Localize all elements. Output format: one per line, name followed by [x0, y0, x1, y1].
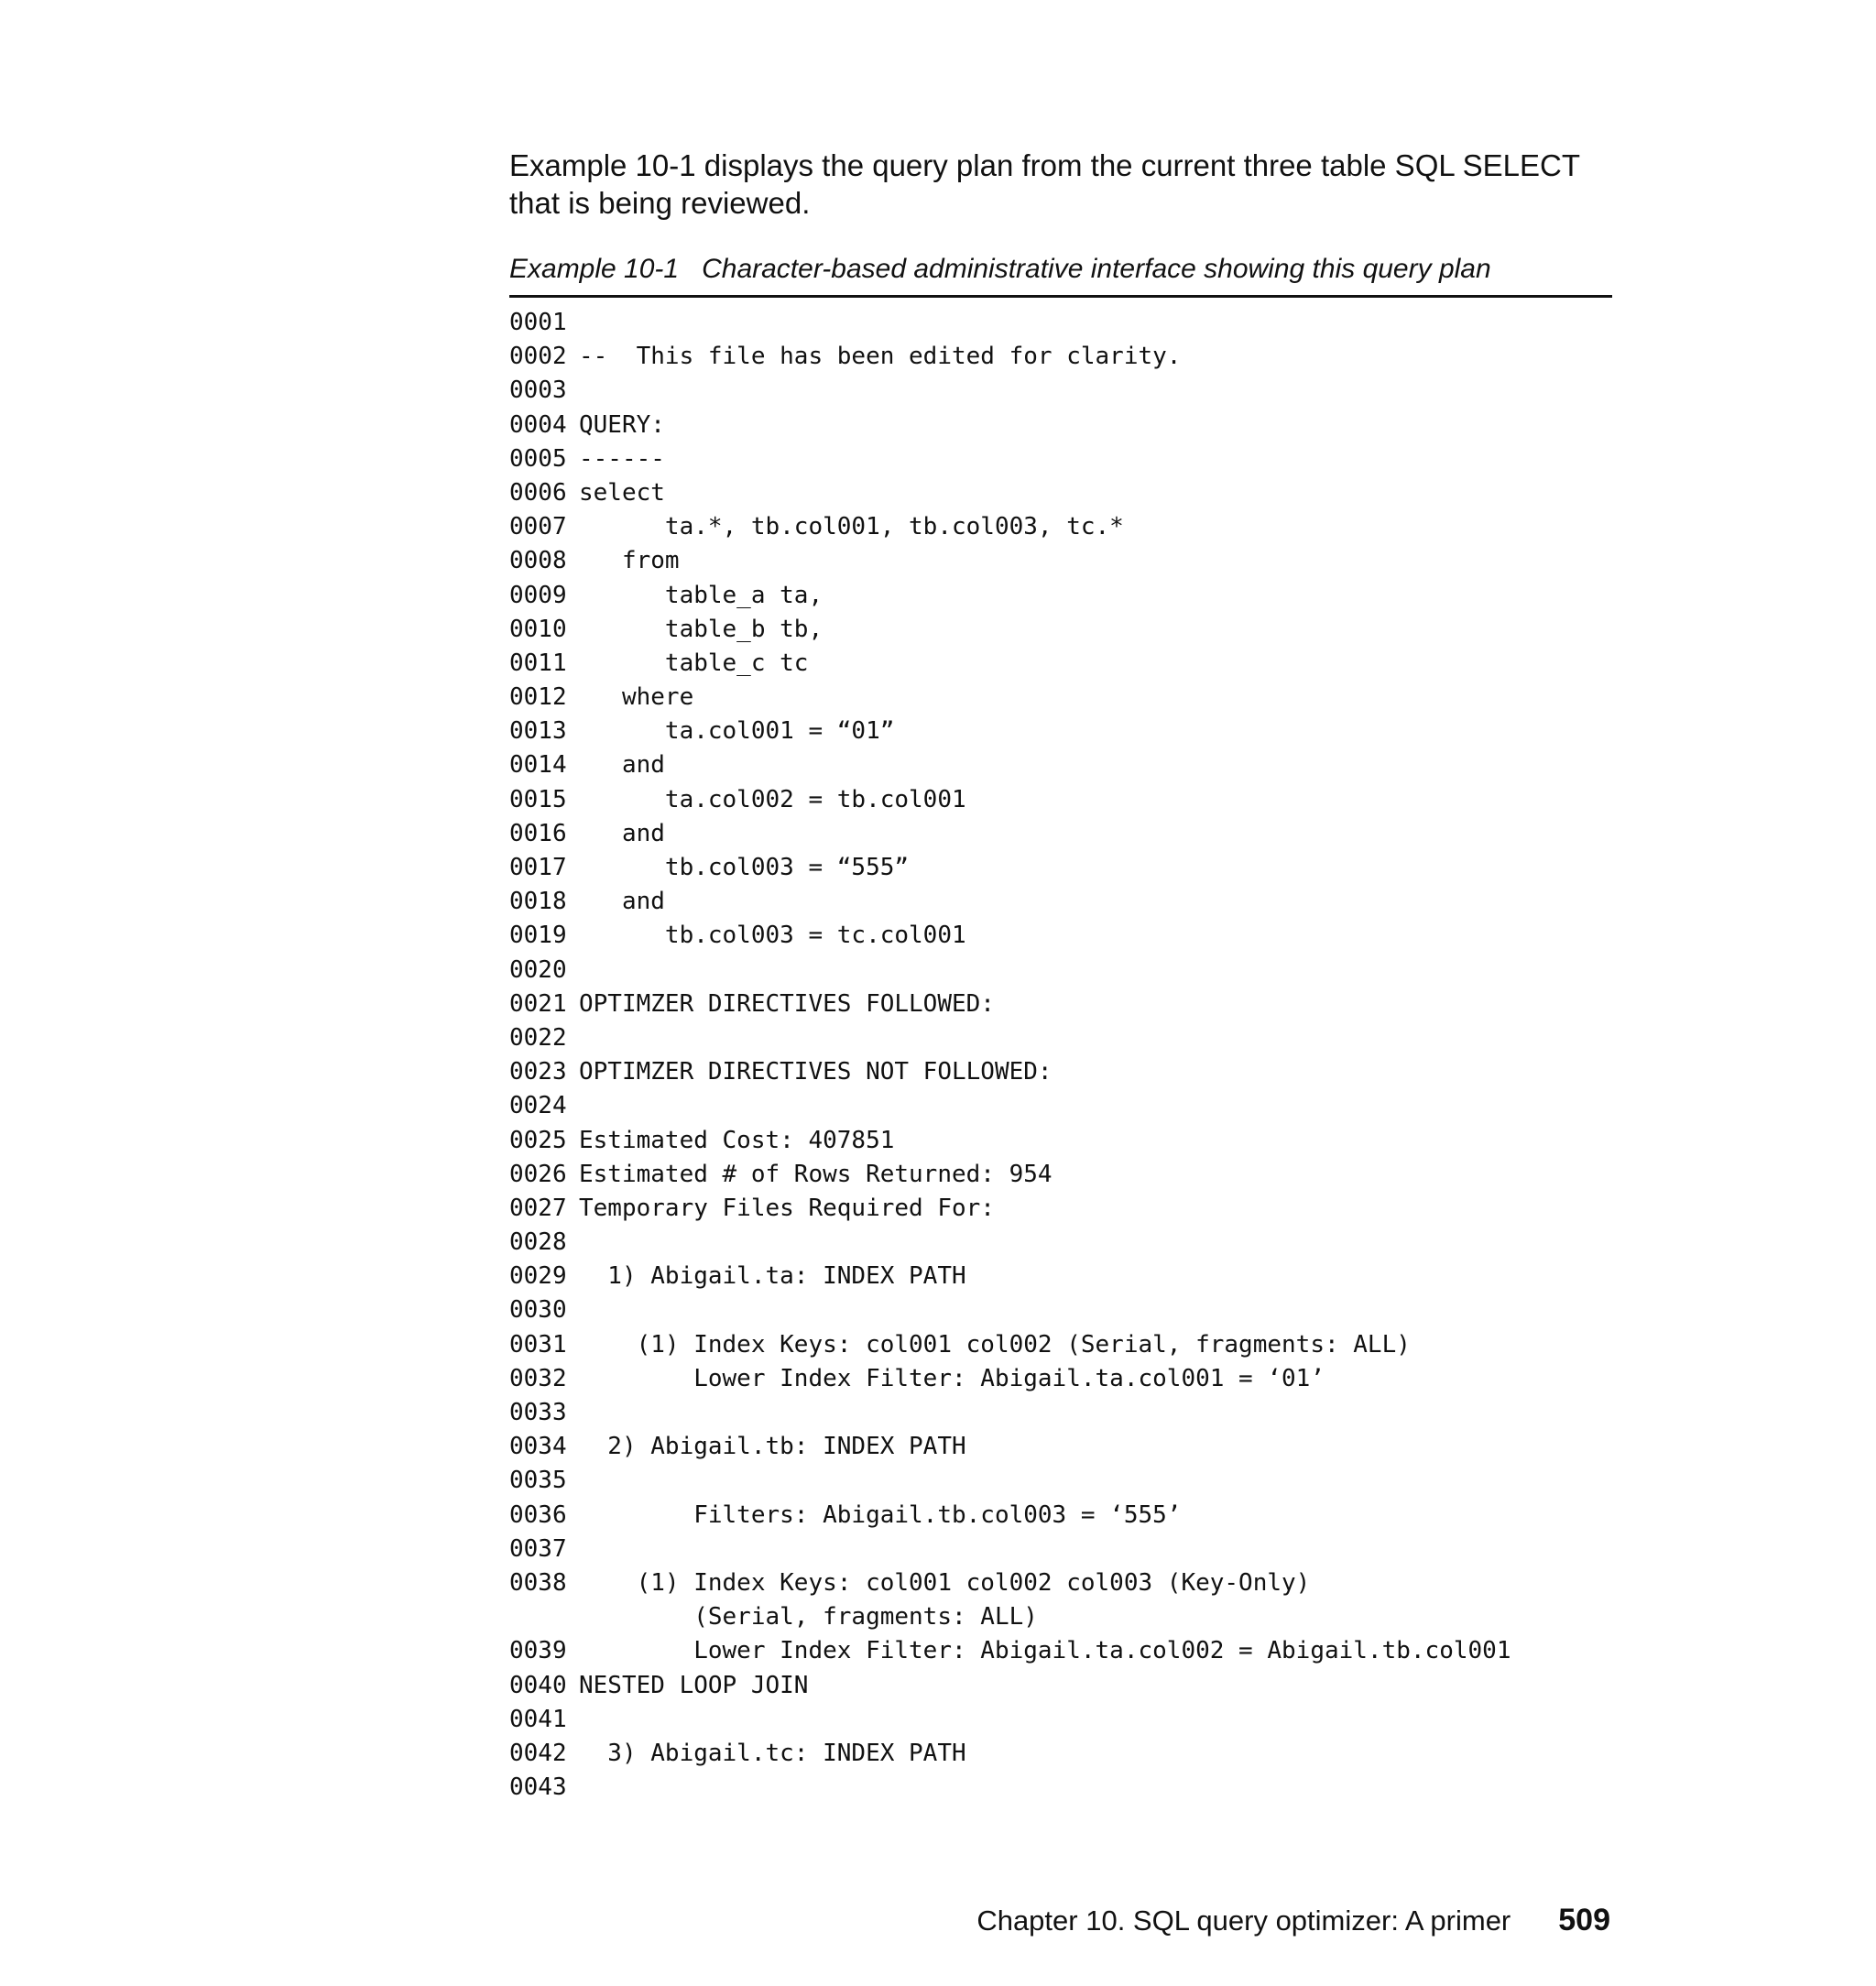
line-number: 0023 — [509, 1058, 567, 1086]
example-caption: Example 10-1 Character-based administrative interface showing this query plan — [509, 254, 1491, 284]
code-line — [509, 1021, 1511, 1055]
code-line — [509, 1533, 1511, 1566]
code-line — [509, 442, 1511, 476]
code-line — [509, 1600, 1511, 1634]
line-number: 0018 — [509, 888, 567, 916]
intro-paragraph: Example 10-1 displays the query plan from the current three table SQL SELECT that is being reviewed. — [509, 148, 1580, 220]
code-text: and — [579, 888, 665, 916]
line-number: 0010 — [509, 615, 567, 643]
code-text: Temporary Files Required For: — [579, 1194, 995, 1222]
line-number: 0001 — [509, 309, 567, 336]
code-line — [509, 1226, 1511, 1260]
code-text: Lower Index Filter: Abigail.ta.col002 = Abigail.tb.col001 — [579, 1637, 1511, 1665]
code-text: (Serial, fragments: ALL) — [579, 1603, 1038, 1631]
code-line — [509, 988, 1511, 1021]
code-text: 1) Abigail.ta: INDEX PATH — [579, 1262, 966, 1291]
code-line — [509, 1089, 1511, 1123]
line-number — [509, 1600, 579, 1634]
line-number: 0036 — [509, 1500, 567, 1529]
code-line — [509, 1430, 1511, 1464]
code-text: ta.col001 = “01” — [579, 717, 895, 746]
code-text: 3) Abigail.tc: INDEX PATH — [579, 1739, 966, 1767]
code-line — [509, 817, 1511, 851]
line-number: 0005 — [509, 444, 567, 473]
code-listing — [509, 306, 1511, 1805]
line-number: 0039 — [509, 1637, 567, 1665]
line-number: 0028 — [509, 1228, 567, 1257]
line-number: 0027 — [509, 1194, 567, 1222]
line-number: 0029 — [509, 1262, 567, 1291]
code-line — [509, 748, 1511, 782]
code-line — [509, 1737, 1511, 1771]
code-line — [509, 851, 1511, 885]
code-text: -- This file has been edited for clarity. — [579, 343, 1182, 371]
line-number: 0006 — [509, 478, 567, 507]
line-number: 0034 — [509, 1433, 567, 1461]
code-line — [509, 1055, 1511, 1089]
line-number: 0008 — [509, 547, 567, 575]
code-text: tb.col003 = “555” — [579, 854, 910, 881]
code-line — [509, 783, 1511, 817]
line-number: 0035 — [509, 1467, 567, 1495]
code-text: ta.col002 = tb.col001 — [579, 785, 966, 813]
code-text: Estimated Cost: 407851 — [579, 1126, 895, 1154]
line-number: 0009 — [509, 581, 567, 609]
code-text: and — [579, 819, 665, 847]
page-footer — [976, 1902, 1610, 1939]
line-number: 0020 — [509, 955, 567, 984]
line-number: 0037 — [509, 1534, 567, 1563]
code-line — [509, 1464, 1511, 1498]
line-number: 0031 — [509, 1330, 567, 1359]
line-number: 0038 — [509, 1568, 567, 1597]
line-number: 0032 — [509, 1364, 567, 1392]
code-line — [509, 1124, 1511, 1158]
line-number: 0002 — [509, 343, 567, 371]
line-number: 0013 — [509, 717, 567, 746]
line-number: 0019 — [509, 922, 567, 950]
line-number: 0041 — [509, 1705, 567, 1733]
code-text: and — [579, 751, 665, 780]
line-number: 0024 — [509, 1092, 567, 1120]
code-line — [509, 1362, 1511, 1396]
code-line — [509, 1328, 1511, 1362]
code-text: from — [579, 547, 680, 575]
code-line — [509, 1158, 1511, 1192]
line-number: 0025 — [509, 1126, 567, 1154]
code-text: Filters: Abigail.tb.col003 = ‘555’ — [579, 1500, 1182, 1529]
code-line — [509, 885, 1511, 919]
line-number: 0012 — [509, 683, 567, 712]
code-text: table_c tc — [579, 649, 809, 677]
line-number: 0004 — [509, 410, 567, 439]
line-number: 0014 — [509, 751, 567, 780]
code-text: table_b tb, — [579, 615, 823, 643]
line-number: 0022 — [509, 1023, 567, 1052]
code-text: select — [579, 478, 665, 507]
code-line — [509, 954, 1511, 988]
code-line — [509, 1192, 1511, 1226]
line-number: 0007 — [509, 513, 567, 541]
code-line — [509, 306, 1511, 340]
chapter-title: Chapter 10. SQL query optimizer: A primer — [976, 1904, 1511, 1937]
code-text: ta.*, tb.col001, tb.col003, tc.* — [579, 513, 1124, 541]
line-number: 0016 — [509, 819, 567, 847]
code-line — [509, 544, 1511, 578]
code-line — [509, 476, 1511, 510]
code-text: (1) Index Keys: col001 col002 (Serial, fragments: ALL) — [579, 1330, 1411, 1359]
code-line — [509, 1703, 1511, 1737]
code-line — [509, 647, 1511, 681]
code-text: ------ — [579, 444, 665, 473]
code-line — [509, 1293, 1511, 1327]
line-number: 0033 — [509, 1399, 567, 1426]
code-line — [509, 681, 1511, 715]
code-line — [509, 1499, 1511, 1533]
code-text: NESTED LOOP JOIN — [579, 1671, 809, 1699]
code-line — [509, 1771, 1511, 1805]
line-number: 0003 — [509, 376, 567, 405]
code-line — [509, 579, 1511, 613]
code-text: QUERY: — [579, 410, 665, 439]
code-text: OPTIMZER DIRECTIVES NOT FOLLOWED: — [579, 1058, 1053, 1086]
code-text: tb.col003 = tc.col001 — [579, 922, 966, 950]
code-line — [509, 340, 1511, 374]
line-number: 0015 — [509, 785, 567, 813]
line-number: 0011 — [509, 649, 567, 677]
page-number: 509 — [1558, 1903, 1610, 1937]
caption-rule — [509, 295, 1612, 298]
code-text: 2) Abigail.tb: INDEX PATH — [579, 1433, 966, 1461]
code-line — [509, 1634, 1511, 1668]
code-line — [509, 409, 1511, 442]
code-text: where — [579, 683, 694, 712]
code-line — [509, 613, 1511, 647]
code-line — [509, 919, 1511, 953]
code-text: OPTIMZER DIRECTIVES FOLLOWED: — [579, 989, 995, 1018]
line-number: 0017 — [509, 854, 567, 881]
code-line — [509, 715, 1511, 748]
code-line — [509, 374, 1511, 408]
code-text: (1) Index Keys: col001 col002 col003 (Key-Only) — [579, 1568, 1311, 1597]
code-line — [509, 510, 1511, 544]
line-number: 0040 — [509, 1671, 567, 1699]
code-line — [509, 1396, 1511, 1430]
line-number: 0030 — [509, 1296, 567, 1325]
line-number: 0021 — [509, 989, 567, 1018]
line-number: 0042 — [509, 1739, 567, 1767]
code-text: Estimated # of Rows Returned: 954 — [579, 1160, 1053, 1188]
code-line — [509, 1260, 1511, 1293]
code-text: table_a ta, — [579, 581, 823, 609]
code-line — [509, 1669, 1511, 1703]
code-line — [509, 1566, 1511, 1600]
line-number: 0043 — [509, 1773, 567, 1802]
line-number: 0026 — [509, 1160, 567, 1188]
code-text: Lower Index Filter: Abigail.ta.col001 = ‘01’ — [579, 1364, 1325, 1392]
